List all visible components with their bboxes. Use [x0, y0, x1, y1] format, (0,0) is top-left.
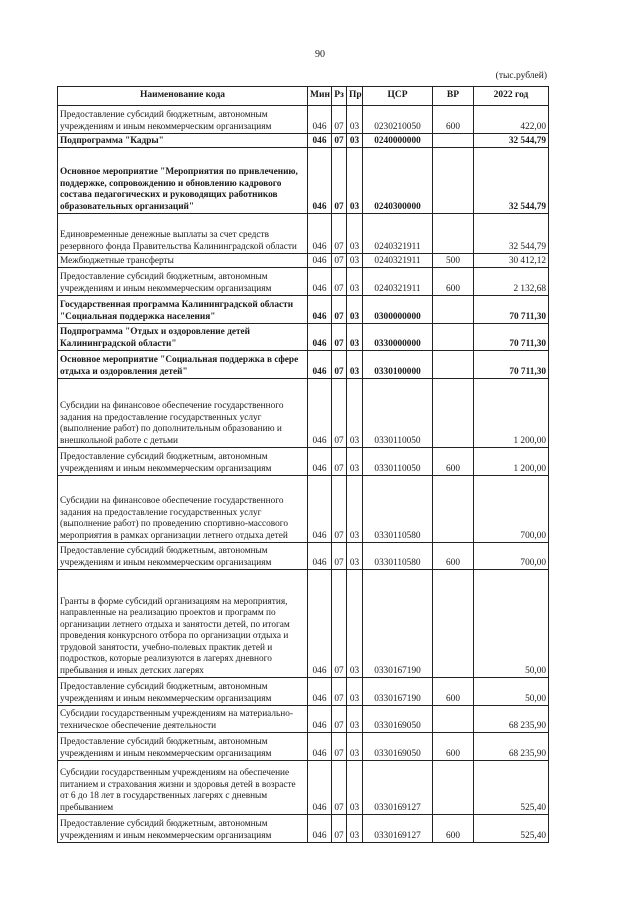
cell-amount: 68 235,90: [474, 733, 549, 761]
cell-rz: 07: [332, 106, 347, 134]
cell-rz: 07: [332, 254, 347, 268]
cell-amount: 700,00: [474, 476, 549, 543]
header-min: Мин: [308, 87, 332, 106]
table-header-row: [58, 87, 549, 106]
table-row: [58, 379, 549, 448]
cell-vr: 600: [433, 543, 474, 570]
cell-min: 046: [308, 324, 332, 351]
cell-pr: 03: [347, 296, 363, 324]
cell-csr: 0230210050: [363, 106, 433, 134]
cell-min: 046: [308, 448, 332, 476]
cell-vr: 600: [433, 448, 474, 476]
cell-csr: 0330169050: [363, 706, 433, 733]
cell-rz: 07: [332, 678, 347, 706]
table-row: [58, 815, 549, 843]
cell-csr: 0300000000: [363, 296, 433, 324]
cell-csr: 0330167190: [363, 570, 433, 678]
cell-vr: [433, 324, 474, 351]
cell-amount: 30 412,12: [474, 254, 549, 268]
cell-name: Предоставление субсидий бюджетным, автономным учреждениям и иным некоммерческим организациям: [58, 106, 308, 134]
cell-rz: 07: [332, 815, 347, 843]
cell-min: 046: [308, 706, 332, 733]
cell-pr: 03: [347, 543, 363, 570]
cell-pr: 03: [347, 379, 363, 448]
cell-vr: 600: [433, 678, 474, 706]
header-csr: ЦСР: [363, 87, 433, 106]
table-body: [58, 106, 549, 843]
cell-name: Предоставление субсидий бюджетным, автономным учреждениям и иным некоммерческим организациям: [58, 543, 308, 570]
units-label: (тыс.рублей): [495, 71, 547, 81]
cell-name: Предоставление субсидий бюджетным, автономным учреждениям и иным некоммерческим организациям: [58, 448, 308, 476]
cell-min: 046: [308, 134, 332, 148]
cell-pr: 03: [347, 448, 363, 476]
cell-pr: 03: [347, 351, 363, 379]
cell-vr: 600: [433, 815, 474, 843]
cell-vr: 600: [433, 733, 474, 761]
cell-amount: 68 235,90: [474, 706, 549, 733]
cell-min: 046: [308, 296, 332, 324]
cell-name: Предоставление субсидий бюджетным, автономным учреждениям и иным некоммерческим организациям: [58, 733, 308, 761]
cell-min: 046: [308, 214, 332, 254]
cell-name: Субсидии на финансовое обеспечение государственного задания на предоставление государственных услуг (выполнение работ) по проведению спортивно-массового мероприятия в рамках организации летнего отдыха детей: [58, 476, 308, 543]
cell-amount: 2 132,68: [474, 268, 549, 296]
cell-vr: [433, 379, 474, 448]
table-row: [58, 570, 549, 678]
cell-amount: 50,00: [474, 570, 549, 678]
cell-pr: 03: [347, 106, 363, 134]
cell-vr: 600: [433, 268, 474, 296]
cell-vr: [433, 351, 474, 379]
cell-rz: 07: [332, 296, 347, 324]
cell-name: Субсидии государственным учреждениям на материально-техническое обеспечение деятельности: [58, 706, 308, 733]
cell-vr: [433, 296, 474, 324]
cell-min: 046: [308, 815, 332, 843]
header-pr: Пр: [347, 87, 363, 106]
cell-vr: [433, 706, 474, 733]
cell-rz: 07: [332, 351, 347, 379]
cell-rz: 07: [332, 379, 347, 448]
page-number: 90: [315, 49, 325, 60]
cell-name: Предоставление субсидий бюджетным, автономным учреждениям и иным некоммерческим организациям: [58, 815, 308, 843]
cell-min: 046: [308, 761, 332, 815]
cell-vr: [433, 148, 474, 214]
cell-amount: 32 544,79: [474, 148, 549, 214]
cell-pr: 03: [347, 570, 363, 678]
cell-name: Подпрограмма "Отдых и оздоровление детей Калининградской области": [58, 324, 308, 351]
cell-amount: 1 200,00: [474, 448, 549, 476]
cell-pr: 03: [347, 761, 363, 815]
cell-rz: 07: [332, 148, 347, 214]
header-name: Наименование кода: [58, 87, 308, 106]
cell-csr: 0240321911: [363, 268, 433, 296]
header-vr: ВР: [433, 87, 474, 106]
cell-amount: 70 711,30: [474, 296, 549, 324]
cell-amount: 1 200,00: [474, 379, 549, 448]
cell-vr: [433, 761, 474, 815]
cell-csr: 0330110580: [363, 476, 433, 543]
cell-csr: 0330169127: [363, 761, 433, 815]
cell-rz: 07: [332, 733, 347, 761]
table-row: [58, 214, 549, 254]
cell-rz: 07: [332, 761, 347, 815]
cell-csr: 0330110050: [363, 448, 433, 476]
cell-rz: 07: [332, 706, 347, 733]
cell-pr: 03: [347, 733, 363, 761]
cell-name: Гранты в форме субсидий организациям на мероприятия, направленные на реализацию проектов и программ по организации летнего отдыха и занятости детей, по итогам проведения конкурсного отбора по организации отдыха и трудовой занятости, учебно-полевых практик детей и подростков, которые реализуются в лагерях дневного пребывания и иных детских лагерях: [58, 570, 308, 678]
cell-amount: 700,00: [474, 543, 549, 570]
table-row: [58, 324, 549, 351]
cell-csr: 0330100000: [363, 351, 433, 379]
cell-csr: 0330169050: [363, 733, 433, 761]
cell-csr: 0330167190: [363, 678, 433, 706]
cell-vr: [433, 570, 474, 678]
cell-min: 046: [308, 351, 332, 379]
cell-rz: 07: [332, 214, 347, 254]
cell-rz: 07: [332, 134, 347, 148]
table-row: [58, 678, 549, 706]
cell-csr: 0240000000: [363, 134, 433, 148]
table-row: [58, 706, 549, 733]
cell-amount: 70 711,30: [474, 351, 549, 379]
cell-min: 046: [308, 106, 332, 134]
cell-name: Основное мероприятие "Мероприятия по привлечению, поддержке, сопровождению и обновлению кадрового состава педагогических и руководящих работников образовательных организаций": [58, 148, 308, 214]
cell-pr: 03: [347, 214, 363, 254]
budget-table: [57, 86, 549, 843]
cell-vr: 600: [433, 106, 474, 134]
cell-rz: 07: [332, 268, 347, 296]
cell-amount: 70 711,30: [474, 324, 549, 351]
table-row: [58, 254, 549, 268]
cell-csr: 0330110580: [363, 543, 433, 570]
table-row: [58, 761, 549, 815]
table-row: [58, 448, 549, 476]
cell-amount: 32 544,79: [474, 214, 549, 254]
cell-amount: 525,40: [474, 815, 549, 843]
cell-name: Подпрограмма "Кадры": [58, 134, 308, 148]
cell-min: 046: [308, 379, 332, 448]
cell-pr: 03: [347, 268, 363, 296]
cell-name: Предоставление субсидий бюджетным, автономным учреждениям и иным некоммерческим организациям: [58, 678, 308, 706]
cell-name: Межбюджетные трансферты: [58, 254, 308, 268]
cell-pr: 03: [347, 678, 363, 706]
cell-name: Государственная программа Калининградской области "Социальная поддержка населения": [58, 296, 308, 324]
cell-name: Единовременные денежные выплаты за счет средств резервного фонда Правительства Калининградской области: [58, 214, 308, 254]
cell-vr: [433, 214, 474, 254]
table-row: [58, 296, 549, 324]
cell-rz: 07: [332, 448, 347, 476]
cell-pr: 03: [347, 254, 363, 268]
cell-amount: 32 544,79: [474, 134, 549, 148]
cell-amount: 525,40: [474, 761, 549, 815]
table-row: [58, 134, 549, 148]
cell-min: 046: [308, 678, 332, 706]
cell-rz: 07: [332, 543, 347, 570]
table-row: [58, 543, 549, 570]
cell-min: 046: [308, 148, 332, 214]
table-row: [58, 268, 549, 296]
cell-min: 046: [308, 268, 332, 296]
cell-name: Субсидии государственным учреждениям на обеспечение питанием и страхования жизни и здоровья детей в возрасте от 6 до 18 лет в государственных лагерях с дневным пребыванием: [58, 761, 308, 815]
cell-csr: 0330169127: [363, 815, 433, 843]
cell-rz: 07: [332, 570, 347, 678]
cell-min: 046: [308, 254, 332, 268]
cell-pr: 03: [347, 148, 363, 214]
cell-csr: 0330110050: [363, 379, 433, 448]
cell-min: 046: [308, 543, 332, 570]
cell-vr: [433, 134, 474, 148]
header-year: 2022 год: [474, 87, 549, 106]
table-row: [58, 476, 549, 543]
cell-pr: 03: [347, 706, 363, 733]
cell-pr: 03: [347, 815, 363, 843]
cell-min: 046: [308, 733, 332, 761]
cell-pr: 03: [347, 324, 363, 351]
cell-amount: 50,00: [474, 678, 549, 706]
cell-name: Основное мероприятие "Социальная поддержка в сфере отдыха и оздоровления детей": [58, 351, 308, 379]
table-row: [58, 351, 549, 379]
table-row: [58, 106, 549, 134]
cell-min: 046: [308, 570, 332, 678]
cell-csr: 0330000000: [363, 324, 433, 351]
cell-rz: 07: [332, 324, 347, 351]
cell-rz: 07: [332, 476, 347, 543]
cell-name: Предоставление субсидий бюджетным, автономным учреждениям и иным некоммерческим организациям: [58, 268, 308, 296]
cell-csr: 0240321911: [363, 214, 433, 254]
cell-pr: 03: [347, 476, 363, 543]
header-rz: Рз: [332, 87, 347, 106]
cell-min: 046: [308, 476, 332, 543]
cell-vr: 500: [433, 254, 474, 268]
cell-name: Субсидии на финансовое обеспечение государственного задания на предоставление государственных услуг (выполнение работ) по дополнительным образованию и внешкольной работе с детьми: [58, 379, 308, 448]
table-row: [58, 148, 549, 214]
cell-csr: 0240300000: [363, 148, 433, 214]
cell-pr: 03: [347, 134, 363, 148]
cell-amount: 422,00: [474, 106, 549, 134]
table-row: [58, 733, 549, 761]
cell-vr: [433, 476, 474, 543]
cell-csr: 0240321911: [363, 254, 433, 268]
